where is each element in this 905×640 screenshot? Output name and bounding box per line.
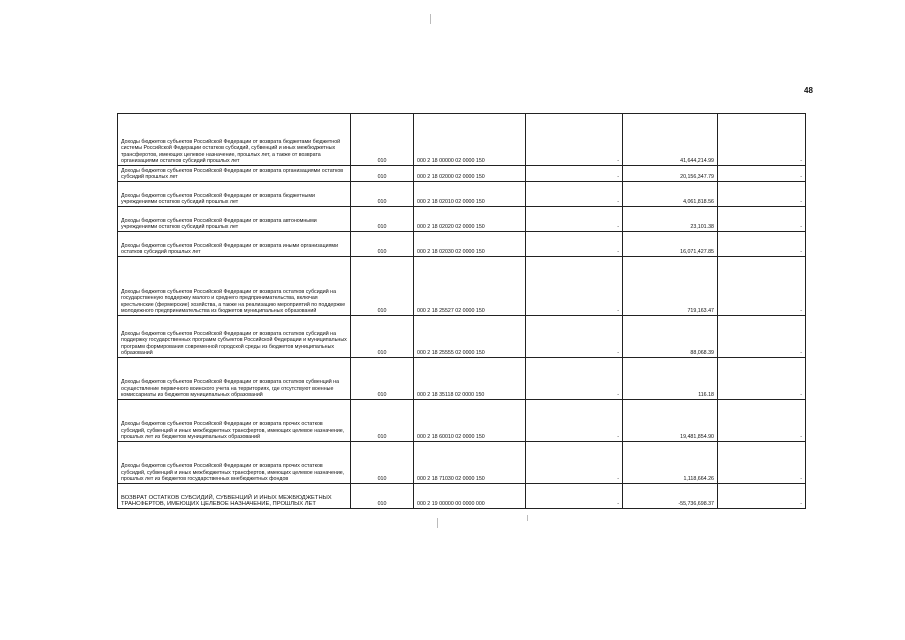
row-description: Доходы бюджетов субъектов Российской Федерации от возврата бюджетами бюджетной системы Российской Федерации остатков субсидий, субвенций и иных межбюджетных трансферотов, имеющих целевое назначение, прошлых лет, а также от возврата организациями остатков субсидий прошлых лет [118, 114, 351, 166]
table-row [118, 358, 806, 400]
approved-value: - [526, 232, 623, 257]
approved-value: - [526, 207, 623, 232]
approved-value: - [526, 358, 623, 400]
unexecuted-value: - [718, 182, 806, 207]
executed-amount: 116.18 [623, 358, 718, 400]
unexecuted-value: - [718, 257, 806, 316]
approved-value: - [526, 484, 623, 509]
table-row [118, 114, 806, 166]
unexecuted-value: - [718, 484, 806, 509]
approved-value: - [526, 257, 623, 316]
budget-classification-code: 000 2 18 00000 02 0000 150 [414, 114, 526, 166]
line-code: 010 [351, 484, 414, 509]
row-description: Доходы бюджетов субъектов Российской Федерации от возврата прочих остатков субсидий, субвенций и иных межбюджетных трансфертов, имеющих целевое назначение, прошлых лет из бюджетов государственных внебюджетных фондов [118, 442, 351, 484]
line-code: 010 [351, 257, 414, 316]
budget-classification-code: 000 2 18 02010 02 0000 150 [414, 182, 526, 207]
approved-value: - [526, 114, 623, 166]
line-code: 010 [351, 114, 414, 166]
row-description: Доходы бюджетов субъектов Российской Федерации от возврата автономными учреждениями остатков субсидий прошлых лет [118, 207, 351, 232]
unexecuted-value: - [718, 400, 806, 442]
budget-classification-code: 000 2 18 35118 02 0000 150 [414, 358, 526, 400]
line-code: 010 [351, 207, 414, 232]
line-code: 010 [351, 166, 414, 182]
row-description: Доходы бюджетов субъектов Российской Федерации от возврата организациями остатков субсидий прошлых лет [118, 166, 351, 182]
executed-amount: 19,481,854.90 [623, 400, 718, 442]
table-row [118, 232, 806, 257]
unexecuted-value: - [718, 442, 806, 484]
budget-classification-code: 000 2 18 02030 02 0000 150 [414, 232, 526, 257]
executed-amount: 4,061,818.56 [623, 182, 718, 207]
executed-amount: 88,068.39 [623, 316, 718, 358]
scan-speck [527, 515, 528, 521]
budget-classification-code: 000 2 19 00000 00 0000 000 [414, 484, 526, 509]
executed-amount: 1,118,664.26 [623, 442, 718, 484]
line-code: 010 [351, 442, 414, 484]
row-description: ВОЗВРАТ ОСТАТКОВ СУБСИДИЙ, СУБВЕНЦИЙ И ИНЫХ МЕЖБЮДЖЕТНЫХ ТРАНСФЕРТОВ, ИМЕЮЩИХ ЦЕЛЕВОЕ НАЗНАЧЕНИЕ, ПРОШЛЫХ ЛЕТ [118, 484, 351, 509]
budget-classification-code: 000 2 18 25555 02 0000 150 [414, 316, 526, 358]
table-row [118, 400, 806, 442]
unexecuted-value: - [718, 166, 806, 182]
line-code: 010 [351, 358, 414, 400]
budget-classification-code: 000 2 18 71030 02 0000 150 [414, 442, 526, 484]
line-code: 010 [351, 182, 414, 207]
scan-speck [430, 14, 431, 24]
budget-classification-code: 000 2 18 02020 02 0000 150 [414, 207, 526, 232]
row-description: Доходы бюджетов субъектов Российской Федерации от возврата остатков субсидий на поддержку государственных программ субъектов Российской Федерации и муниципальных программ формирования современной городской среды из бюджетов муниципальных образований [118, 316, 351, 358]
table-row [118, 166, 806, 182]
table-row [118, 182, 806, 207]
approved-value: - [526, 182, 623, 207]
table-row-total [118, 484, 806, 509]
row-description: Доходы бюджетов субъектов Российской Федерации от возврата остатков субсидий на государственную поддержку малого и среднего предпринимательства, включая крестьянские (фермерские) хозяйства, а также на реализацию мероприятий по поддержке молодежного предпринимательства из бюджетов муниципальных образований [118, 257, 351, 316]
table-row [118, 316, 806, 358]
executed-amount: -55,736,698.37 [623, 484, 718, 509]
line-code: 010 [351, 316, 414, 358]
row-description: Доходы бюджетов субъектов Российской Федерации от возврата бюджетными учреждениями остатков субсидий прошлых лет [118, 182, 351, 207]
approved-value: - [526, 316, 623, 358]
budget-revenue-table [117, 113, 806, 509]
unexecuted-value: - [718, 207, 806, 232]
table-row [118, 442, 806, 484]
executed-amount: 41,644,214.99 [623, 114, 718, 166]
executed-amount: 20,156,347.79 [623, 166, 718, 182]
row-description: Доходы бюджетов субъектов Российской Федерации от возврата иными организациями остатков субсидий прошлых лет [118, 232, 351, 257]
approved-value: - [526, 442, 623, 484]
table-row [118, 207, 806, 232]
executed-amount: 16,071,427.85 [623, 232, 718, 257]
table-row [118, 257, 806, 316]
budget-classification-code: 000 2 18 25527 02 0000 150 [414, 257, 526, 316]
unexecuted-value: - [718, 358, 806, 400]
unexecuted-value: - [718, 316, 806, 358]
executed-amount: 719,163.47 [623, 257, 718, 316]
unexecuted-value: - [718, 232, 806, 257]
page-number: 48 [804, 86, 813, 95]
line-code: 010 [351, 400, 414, 442]
row-description: Доходы бюджетов субъектов Российской Федерации от возврата остатков субвенций на осуществление первичного воинского учета на территориях, где отсутствуют военные комиссариаты из бюджетов муниципальных образований [118, 358, 351, 400]
scan-speck [437, 518, 438, 528]
approved-value: - [526, 400, 623, 442]
executed-amount: 23,101.38 [623, 207, 718, 232]
unexecuted-value: - [718, 114, 806, 166]
row-description: Доходы бюджетов субъектов Российской Федерации от возврата прочих остатков субсидий, субвенций и иных межбюджетных трансфертов, имеющих целевое назначение, прошлых лет из бюджетов муниципальных образований [118, 400, 351, 442]
budget-classification-code: 000 2 18 02000 02 0000 150 [414, 166, 526, 182]
approved-value: - [526, 166, 623, 182]
line-code: 010 [351, 232, 414, 257]
budget-classification-code: 000 2 18 60010 02 0000 150 [414, 400, 526, 442]
